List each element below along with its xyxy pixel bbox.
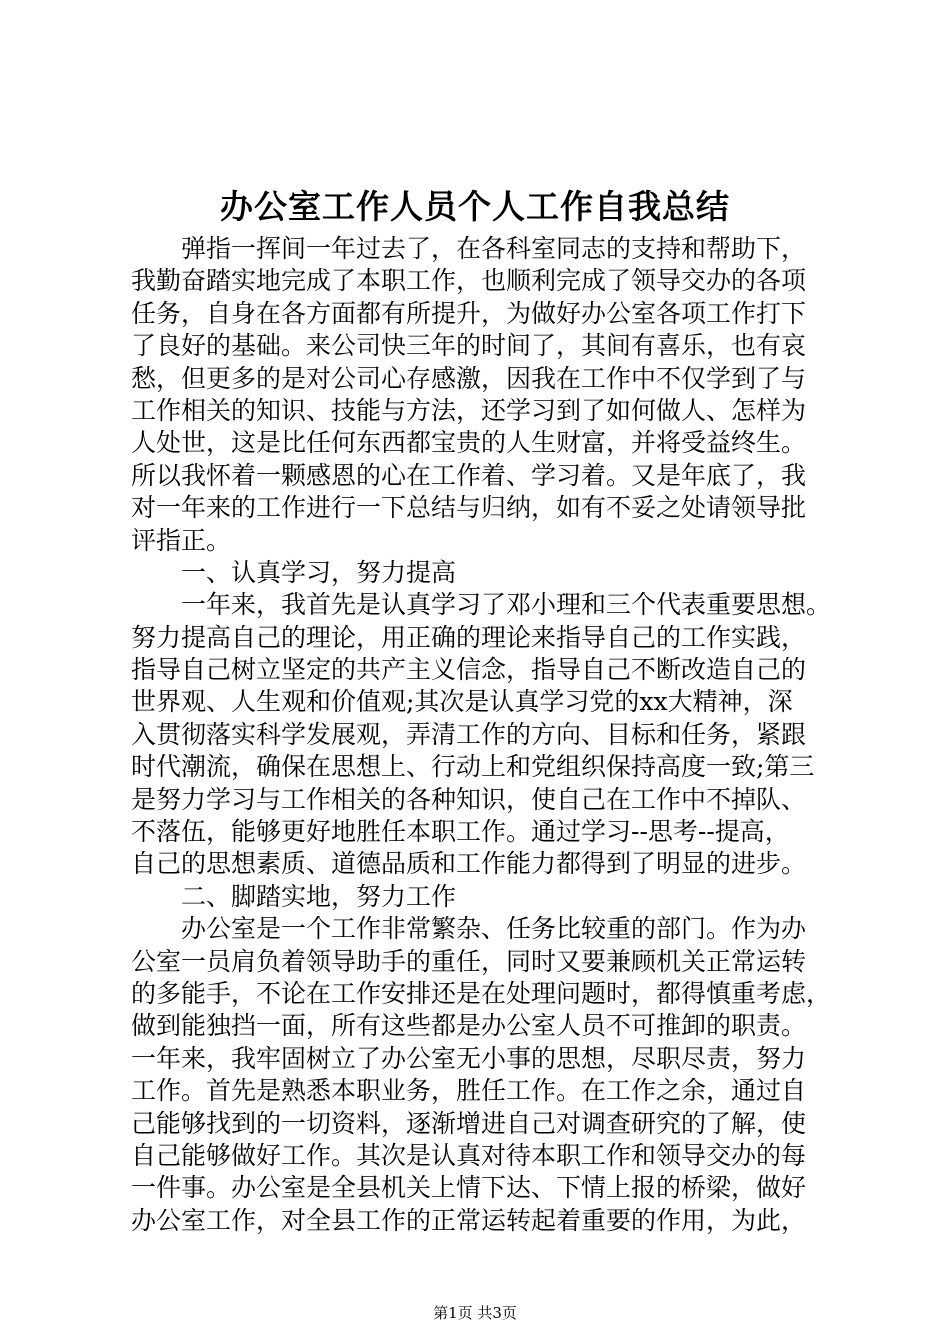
text-line: 公室一员肩负着领导助手的重任，同时又要兼顾机关正常运转 xyxy=(131,946,807,976)
text-line: 不落伍，能够更好地胜任本职工作。通过学习--思考--提高， xyxy=(131,817,790,847)
text-line: 办公室工作，对全县工作的正常运转起着重要的作用，为此， xyxy=(131,1205,807,1235)
text-line: 了良好的基础。来公司快三年的时间了，其间有喜乐，也有哀 xyxy=(131,331,807,361)
text-line: 工作相关的知识、技能与方法，还学习到了如何做人、怎样为 xyxy=(131,395,807,425)
text-line: 自己的思想素质、道德品质和工作能力都得到了明显的进步。 xyxy=(131,849,807,879)
text-line: 指导自己树立坚定的共产主义信念，指导自己不断改造自己的 xyxy=(131,655,807,685)
text-line: 工作。首先是熟悉本职业务，胜任工作。在工作之余，通过自 xyxy=(131,1076,807,1106)
text-line: 一件事。办公室是全县机关上情下达、下情上报的桥梁，做好 xyxy=(131,1173,807,1203)
text-line: 弹指一挥间一年过去了，在各科室同志的支持和帮助下， xyxy=(181,234,807,263)
document-body xyxy=(131,233,851,1237)
text-line: 一年来，我首先是认真学习了邓小理和三个代表重要思想。 xyxy=(181,590,832,620)
text-line: 办公室是一个工作非常繁杂、任务比较重的部门。作为办 xyxy=(181,914,807,944)
text-line: 世界观、人生观和价值观;其次是认真学习党的xx大精神，深 xyxy=(131,687,793,717)
text-line: 己能够找到的一切资料，逐渐增进自己对调查研究的了解，使 xyxy=(131,1108,807,1138)
text-line: 一、认真学习，努力提高 xyxy=(181,557,457,587)
text-line: 任务，自身在各方面都有所提升，为做好办公室各项工作打下 xyxy=(131,298,807,328)
text-line: 评指正。 xyxy=(131,525,232,555)
text-line: 所以我怀着一颗感恩的心在工作着、学习着。又是年底了，我 xyxy=(131,460,807,490)
text-line: 一年来，我牢固树立了办公室无小事的思想，尽职尽责，努力 xyxy=(131,1043,807,1073)
text-line: 愁，但更多的是对公司心存感激，因我在工作中不仅学到了与 xyxy=(131,363,807,393)
document-title: 办公室工作人员个人工作自我总结 xyxy=(220,187,730,226)
text-line: 入贯彻落实科学发展观，弄清工作的方向、目标和任务，紧跟 xyxy=(131,719,807,749)
page-footer: 第1页 共3页 xyxy=(433,1304,517,1322)
text-line: 是努力学习与工作相关的各种知识，使自己在工作中不掉队、 xyxy=(131,784,807,814)
text-line: 人处世，这是比任何东西都宝贵的人生财富，并将受益终生。 xyxy=(131,428,807,458)
text-line: 自己能够做好工作。其次是认真对待本职工作和领导交办的每 xyxy=(131,1140,807,1170)
text-line: 努力提高自己的理论，用正确的理论来指导自己的工作实践， xyxy=(131,622,807,652)
text-line: 对一年来的工作进行一下总结与归纳，如有不妥之处请领导批 xyxy=(131,493,807,523)
text-line: 我勤奋踏实地完成了本职工作，也顺利完成了领导交办的各项 xyxy=(131,266,807,296)
text-line: 二、脚踏实地，努力工作 xyxy=(181,881,457,911)
text-line: 时代潮流，确保在思想上、行动上和党组织保持高度一致;第三 xyxy=(131,752,815,782)
text-line: 的多能手，不论在工作安排还是在处理问题时，都得慎重考虑， xyxy=(131,978,832,1008)
text-line: 做到能独挡一面，所有这些都是办公室人员不可推卸的职责。 xyxy=(131,1011,807,1041)
